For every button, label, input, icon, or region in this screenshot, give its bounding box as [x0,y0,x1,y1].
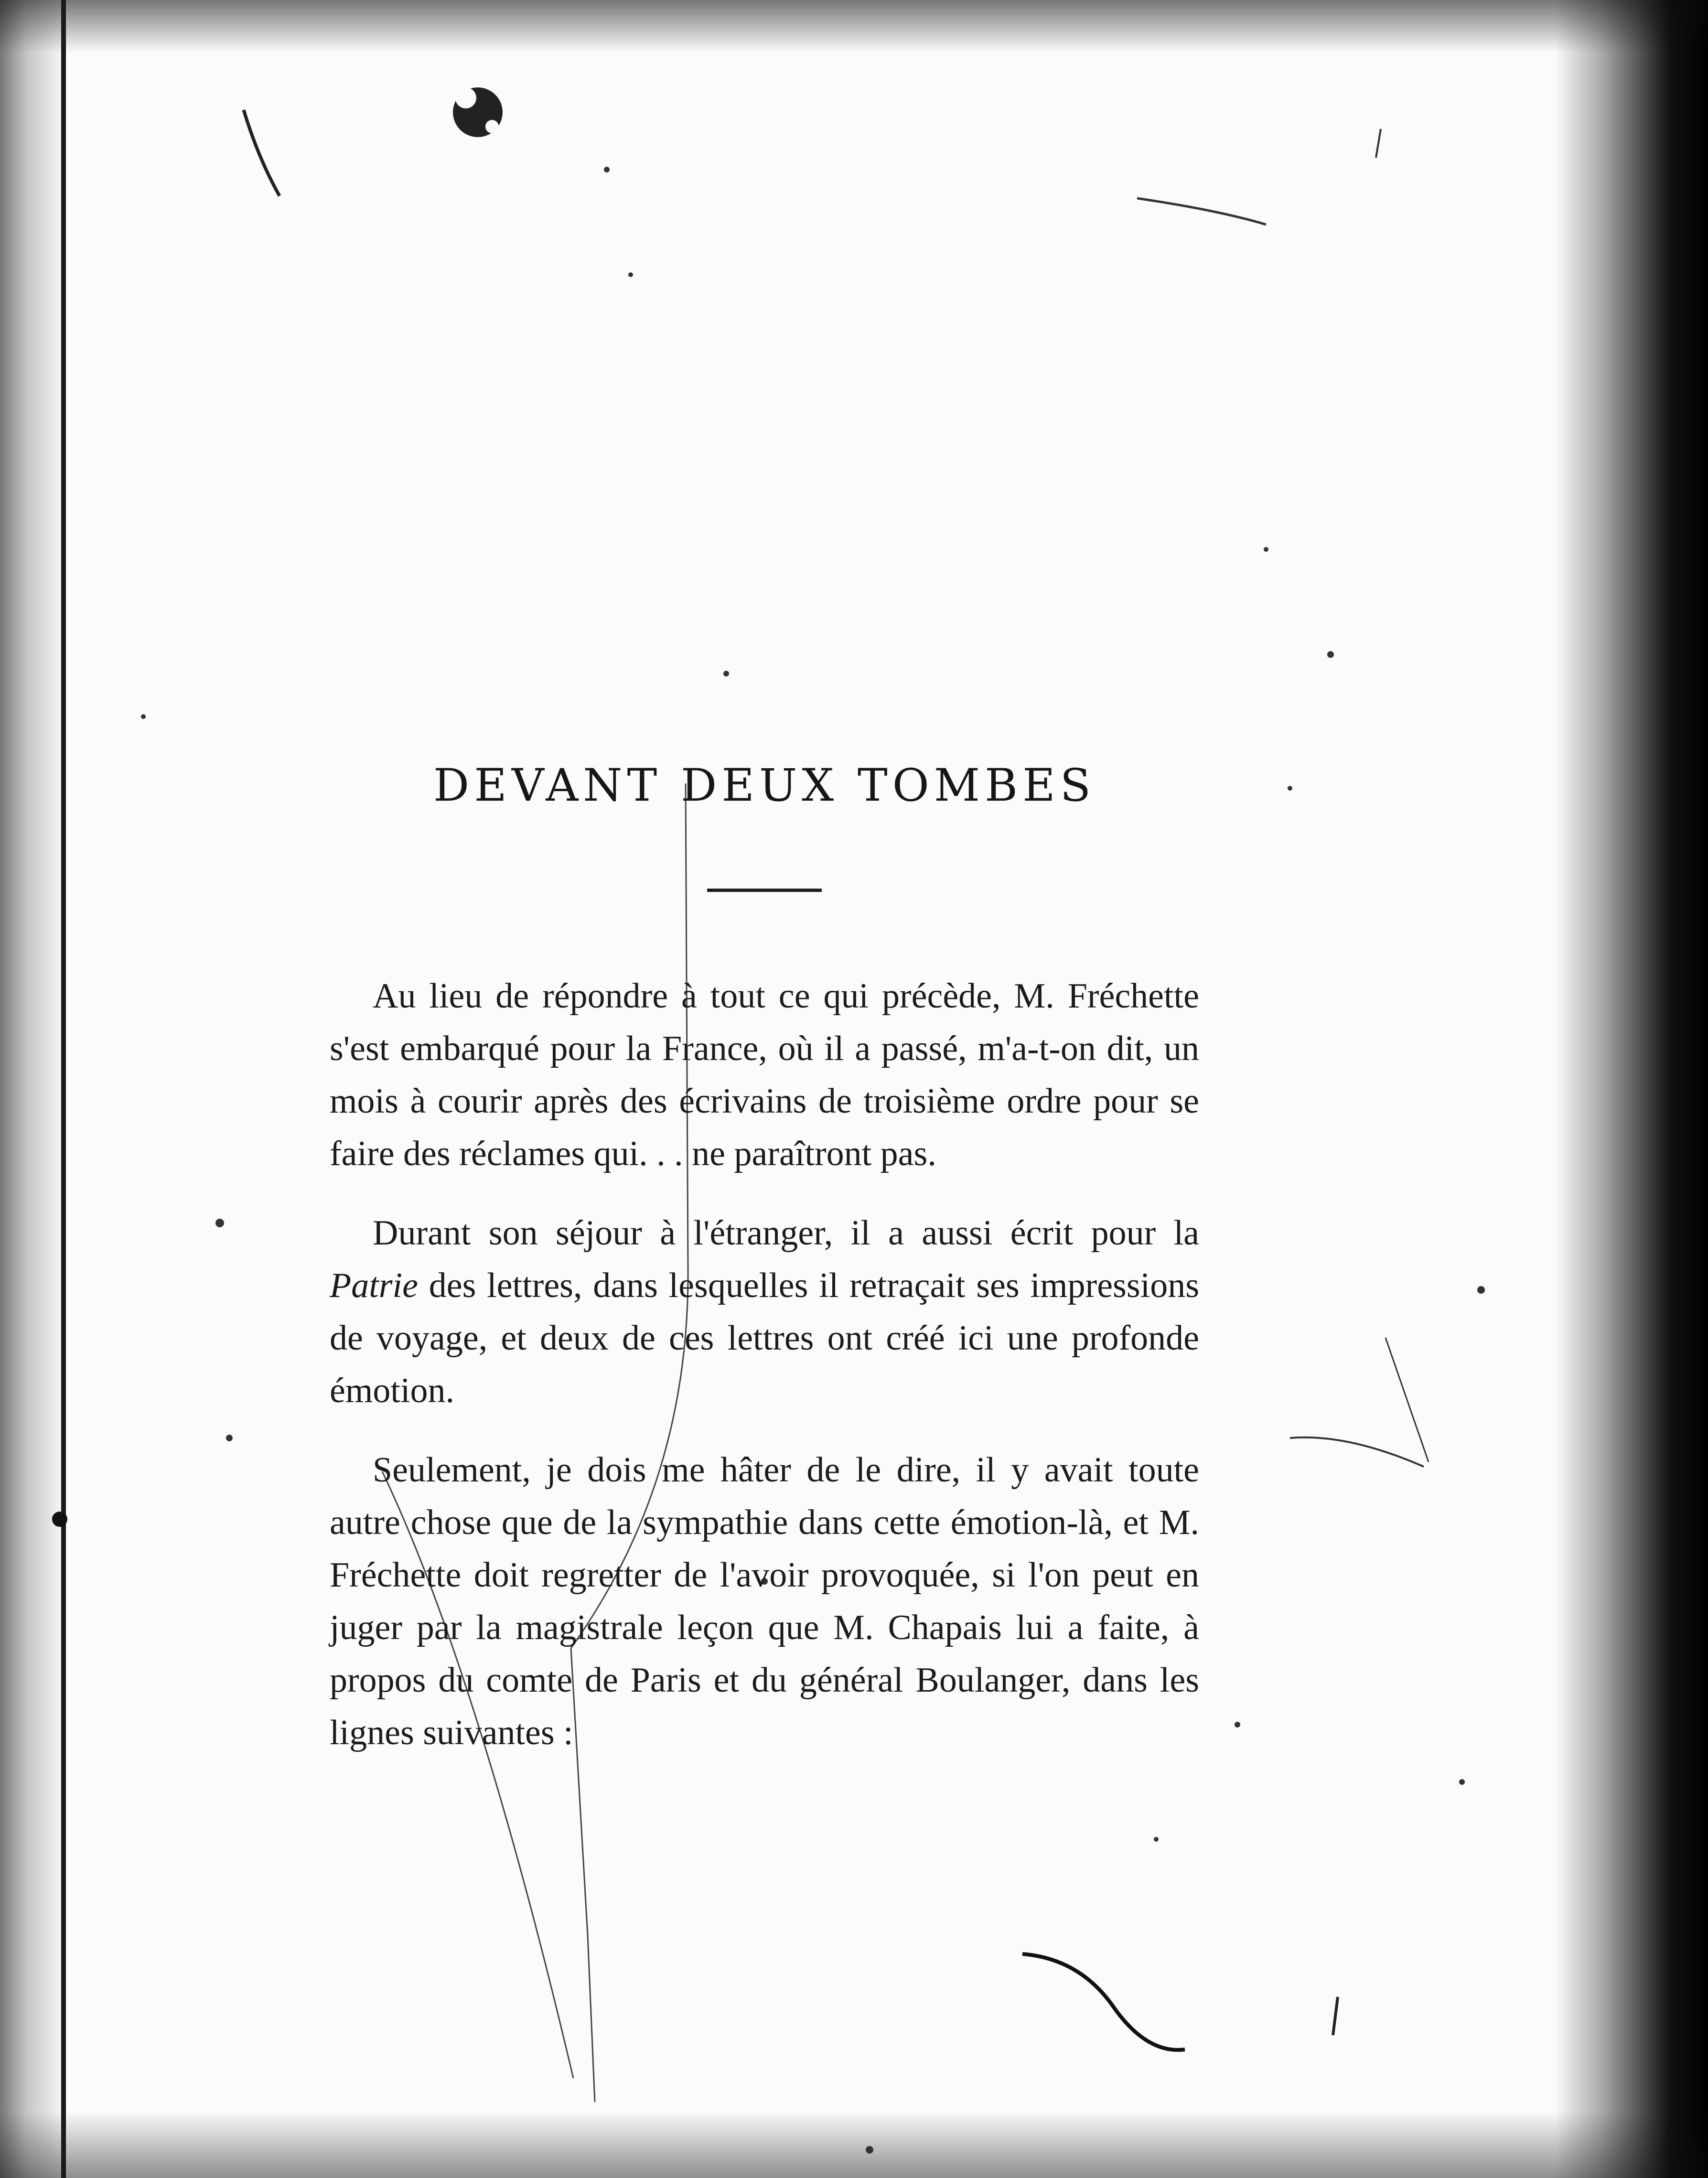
ink-blot [453,87,503,137]
stray-stroke [1022,1954,1185,2050]
spine-knot [52,1512,67,1527]
body-text [330,970,1199,1786]
newspaper-name: Patrie [330,1266,418,1305]
paragraph-2 [330,1207,1199,1417]
stray-stroke [244,110,279,196]
paragraph-2-start: Durant son séjour à l'étranger, il a aussi écrit pour la [373,1213,1199,1253]
stray-stroke [1333,1997,1338,2035]
stray-stroke [1376,129,1381,158]
page-title: DEVANT DEUX TOMBES [433,760,1096,812]
paragraph-3: Seulement, je dois me hâter de le dire, il y avait toute autre chose que de la sympathie dans cette émotion-là, et M. Fréchette doit regretter de l'avoir provoquée, si l'on peut en juger par la magistrale leçon que M. Chapais lui a faite, à propos du comte de Paris et du général Boulanger, dans les lignes suivantes : [330,1450,1199,1752]
stray-stroke [1386,1338,1429,1462]
stray-stroke [1137,198,1266,225]
paragraph-1: Au lieu de répondre à tout ce qui précède, M. Fréchette s'est embarqué pour la France, où il a passé, m'a-t-on dit, un mois à courir après des écrivains de troisième ordre pour se faire des réclames qui. . . ne paraîtront pas. [330,976,1199,1173]
paragraph-2-end: des lettres, dans lesquelles il retraçait ses impressions de voyage, et deux de ces lettres ont créé ici une profonde émotion. [330,1266,1199,1410]
stray-stroke [1290,1438,1424,1467]
title-rule [707,889,822,892]
